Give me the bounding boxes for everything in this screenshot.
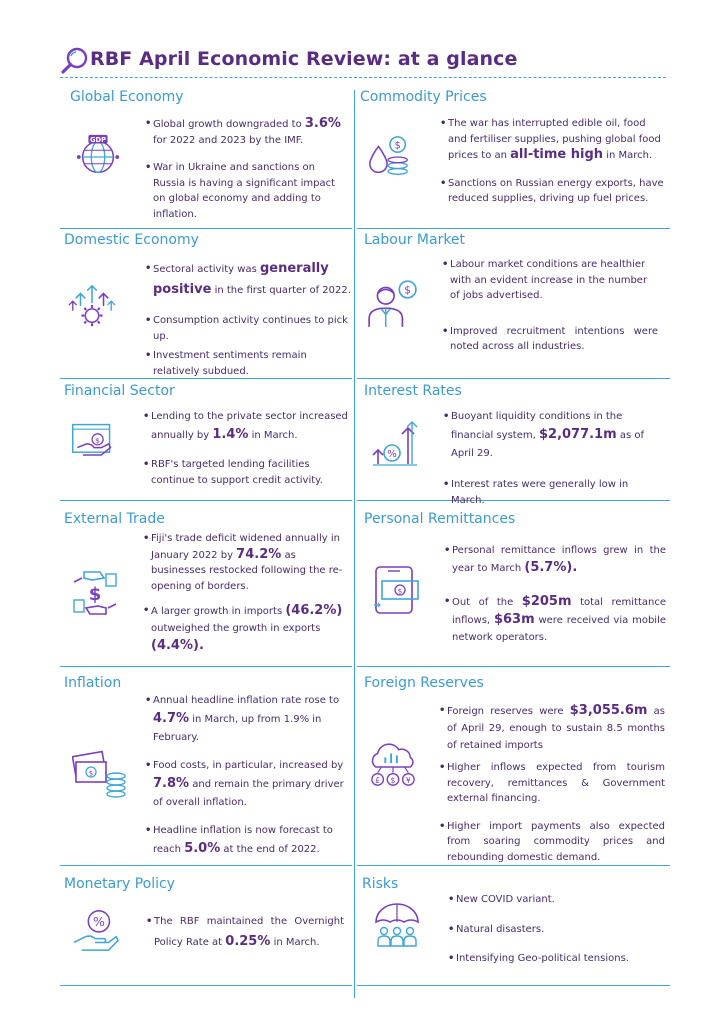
bullet-text: outweighed the growth in exports	[151, 623, 321, 634]
list-item	[444, 593, 666, 646]
row-divider	[60, 865, 352, 866]
bullet-text: The RBF maintained the Overnight Policy Rate at	[154, 916, 344, 948]
list-item	[146, 912, 344, 953]
svg-text:$: $	[88, 584, 102, 605]
row-divider	[60, 500, 352, 501]
page-title: RBF April Economic Review: at a glance	[90, 48, 518, 70]
highlight-value: (5.7%).	[524, 560, 578, 575]
list-item	[145, 757, 351, 812]
column-divider	[354, 90, 355, 998]
bullet-text: Lending to the private sector increased annually by	[151, 411, 348, 441]
section-title-personal-remittances: Personal Remittances	[364, 511, 516, 527]
list-item	[444, 542, 666, 577]
section-title-labour-market: Labour Market	[364, 232, 466, 248]
hand-dollar-screen-icon	[70, 420, 116, 466]
bullet-text: at the end of 2022.	[220, 844, 320, 855]
list-item	[143, 531, 353, 594]
worker-dollar-icon	[366, 277, 418, 329]
bullet-text: Global growth downgraded to	[153, 119, 305, 130]
svg-text:%: %	[387, 449, 397, 460]
section-title-global-economy: Global Economy	[70, 89, 184, 105]
section-title-domestic-economy: Domestic Economy	[64, 232, 199, 248]
svg-text:$: $	[397, 587, 403, 596]
bullet-text: Annual headline inflation rate rose to	[153, 695, 340, 706]
financial-sector-bullets	[143, 408, 351, 488]
bullet-text: The war has interrupted edible oil, food and fertiliser supplies, pushing global food prices to an	[448, 118, 661, 161]
bullet-text: Fiji's trade deficit widened annually in January 2022 by	[151, 533, 341, 561]
highlight-value: 0.25%	[225, 934, 271, 949]
list-item: • Interest rates were generally low in March.	[443, 477, 665, 508]
list-item: • Investment sentiments remain relatively subdued.	[145, 348, 351, 379]
bullet-text: A larger growth in imports	[151, 606, 286, 617]
section-title-interest-rates: Interest Rates	[364, 383, 462, 399]
cloud-currency-icon	[366, 742, 420, 790]
personal-remittances-bullets	[444, 542, 666, 646]
highlight-value: all-time high	[510, 147, 604, 162]
row-divider	[60, 228, 352, 229]
svg-text:¥: ¥	[405, 775, 411, 785]
labour-market-bullets	[442, 257, 658, 355]
foreign-reserves-bullets	[439, 702, 665, 865]
bullet-text: Food costs, in particular, increased by	[153, 760, 344, 771]
svg-text:%: %	[92, 914, 105, 930]
row-divider	[357, 378, 670, 379]
list-item	[145, 116, 343, 148]
bullet-text: as of April 29.	[451, 430, 645, 459]
gear-arrows-icon	[68, 282, 116, 330]
mobile-money-icon	[372, 565, 422, 615]
list-item	[440, 116, 664, 164]
oil-drop-coins-icon	[364, 133, 414, 181]
section-title-financial-sector: Financial Sector	[64, 383, 175, 399]
bullet-text: in March.	[270, 937, 320, 948]
list-item: • Higher inflows expected from tourism recovery, remittances & Government external financing.	[439, 760, 665, 807]
list-item: • RBF's targeted lending facilities continue to support credit activity.	[143, 457, 351, 488]
bullet-text: were received via mobile network operators.	[452, 615, 666, 643]
bullet-text: and remain the primary driver of overall inflation.	[153, 779, 344, 808]
section-title-foreign-reserves: Foreign Reserves	[364, 675, 484, 691]
section-title-inflation: Inflation	[64, 675, 122, 691]
section-title-monetary-policy: Monetary Policy	[64, 876, 175, 892]
bullet-text: in March, up from 1.9% in February.	[153, 714, 322, 743]
external-trade-bullets	[143, 531, 353, 655]
list-item	[145, 692, 351, 747]
global-economy-bullets	[145, 116, 343, 222]
bullet-text: in the first quarter of 2022.	[211, 285, 351, 296]
svg-text:$: $	[95, 436, 100, 445]
list-item	[143, 408, 351, 445]
section-title-risks: Risks	[362, 876, 399, 892]
cash-coins-icon	[72, 748, 128, 798]
umbrella-people-icon	[372, 900, 422, 950]
svg-text:$: $	[88, 769, 94, 778]
bullet-text: Buoyant liquidity conditions in the financial system,	[451, 411, 623, 441]
list-item	[443, 408, 665, 463]
highlight-value: (4.4%).	[151, 638, 204, 653]
section-title-commodity-prices: Commodity Prices	[360, 89, 487, 105]
highlight-value: 74.2%	[236, 546, 282, 562]
highlight-value: (46.2%)	[285, 603, 343, 618]
gdp-globe-icon	[74, 133, 122, 181]
bullet-text: Personal remittance inflows grew in the year to March	[452, 545, 666, 574]
row-divider	[357, 985, 670, 986]
section-title-external-trade: External Trade	[64, 511, 165, 527]
risks-bullets	[448, 892, 664, 967]
bullet-text: as businesses restocked following the re-opening of borders.	[151, 549, 343, 592]
list-item: • Natural disasters.	[448, 922, 664, 938]
domestic-economy-bullets	[145, 259, 351, 379]
list-item: • Consumption activity continues to pick up.	[145, 313, 351, 344]
bullet-text: in March.	[248, 430, 298, 441]
interest-rates-bullets	[443, 408, 665, 508]
highlight-value: $2,077.1m	[538, 427, 617, 442]
row-divider	[60, 985, 352, 986]
list-item	[143, 602, 353, 655]
commodity-prices-bullets	[440, 116, 664, 207]
bullet-text: Headline inflation is now forecast to reach	[153, 825, 333, 855]
list-item: • Sanctions on Russian energy exports, have reduced supplies, driving up fuel prices.	[440, 176, 664, 207]
svg-text:$: $	[404, 284, 411, 297]
row-divider	[357, 666, 670, 667]
list-item: • Intensifying Geo-political tensions.	[448, 951, 664, 967]
list-item: • War in Ukraine and sanctions on Russia is having a significant impact on global economy and adding to inflation.	[145, 160, 343, 222]
bullet-text: for 2022 and 2023 by the IMF.	[153, 134, 304, 146]
highlight-value: 1.4%	[212, 427, 249, 442]
list-item	[145, 259, 351, 301]
svg-text:£: £	[375, 775, 381, 785]
highlight-value: $205m	[521, 594, 572, 609]
list-item	[439, 702, 665, 754]
highlight-value: 4.7%	[153, 711, 190, 726]
highlight-value: 5.0%	[184, 841, 221, 856]
list-item: • Labour market conditions are healthier with an evident increase in the number of jobs advertised.	[442, 257, 658, 304]
percent-arrows-icon	[370, 418, 420, 468]
monetary-policy-bullets	[146, 912, 344, 953]
svg-text:$: $	[390, 775, 396, 785]
trade-hands-icon	[70, 568, 120, 618]
highlight-value: 3.6%	[304, 116, 341, 131]
bullet-text: as of April 29, enough to sustain 8.5 months of retained imports	[447, 706, 665, 751]
list-item	[145, 822, 351, 859]
highlight-value: 7.8%	[153, 776, 190, 791]
bullet-text: Out of the	[452, 597, 522, 608]
bullet-text: Sectoral activity was	[153, 264, 260, 275]
row-divider	[60, 666, 352, 667]
list-item: • Improved recruitment intentions were noted across all industries.	[442, 324, 658, 355]
bullet-text: total remittance inflows,	[452, 597, 666, 626]
hand-percent-icon	[72, 906, 120, 954]
row-divider	[357, 865, 670, 866]
magnifier-icon	[60, 46, 90, 76]
row-divider	[357, 228, 670, 229]
svg-text:GDP: GDP	[89, 136, 107, 145]
bullet-text: Foreign reserves were	[447, 706, 570, 717]
inflation-bullets	[145, 692, 351, 859]
bullet-text: in March.	[603, 150, 653, 161]
highlight-value: generally positive	[153, 261, 329, 297]
svg-text:$: $	[394, 140, 401, 152]
highlight-value: $3,055.6m	[569, 703, 648, 718]
highlight-value: $63m	[493, 612, 535, 627]
list-item: • Higher import payments also expected from soaring commodity prices and rebounding domestic demand.	[439, 819, 665, 866]
list-item: • New COVID variant.	[448, 892, 664, 908]
page-header	[60, 44, 666, 78]
